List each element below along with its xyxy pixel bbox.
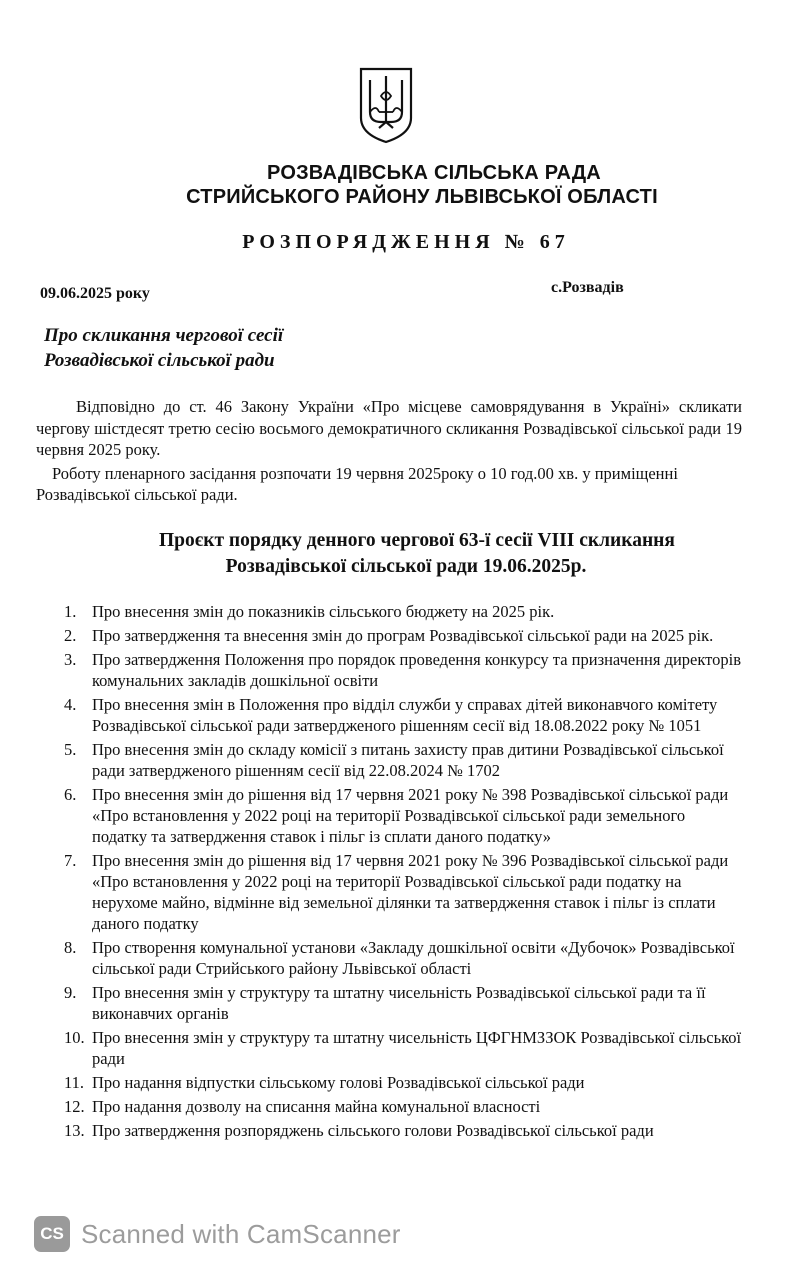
agenda-item-number: 11.: [64, 1073, 85, 1092]
agenda-item-number: 12.: [64, 1097, 85, 1116]
organization-name: РОЗВАДІВСЬКА СІЛЬСЬКА РАДА: [267, 162, 601, 184]
agenda-item-number: 7.: [64, 851, 77, 870]
agenda-item: [64, 694, 744, 736]
agenda-item: [64, 982, 744, 1024]
agenda-item-number: 5.: [64, 740, 77, 759]
document-title: РОЗПОРЯДЖЕННЯ № 67: [242, 231, 570, 253]
agenda-item-text: Про затвердження Положення про порядок проведення конкурсу та призначення директорів комунальних закладів дошкільної освіти: [92, 650, 742, 690]
agenda-item-number: 4.: [64, 695, 77, 714]
agenda-item-number: 6.: [64, 785, 77, 804]
body-paragraph-2: Роботу пленарного засідання розпочати 19 червня 2025року о 10 год.00 хв. у приміщенні Розвадівської сільської ради.: [36, 463, 678, 504]
agenda-item: [64, 649, 744, 691]
agenda-list: [64, 601, 744, 1144]
document-date: 09.06.2025 року: [40, 285, 150, 302]
agenda-item-text: Про внесення змін в Положення про відділ служби у справах дітей виконавчого комітету Розвадівської сільської ради затвердженого рішенням сесії від 18.08.2022 року № 1051: [92, 695, 718, 735]
agenda-item: [64, 1096, 744, 1117]
agenda-item: [64, 625, 744, 646]
agenda-item-number: 1.: [64, 602, 77, 621]
agenda-item: [64, 1120, 744, 1141]
agenda-item: [64, 739, 744, 781]
agenda-item: [64, 601, 744, 622]
subject-line-2: Розвадівської сільської ради: [44, 350, 275, 371]
agenda-title: [0, 528, 812, 580]
body-paragraph-1: Відповідно до ст. 46 Закону України «Про місцеве самоврядування в Україні» скликати чергову шістдесят третю сесію восьмого демократичного скликання Розвадівської сільської ради 19 червня 2025 року.: [36, 397, 742, 459]
document-place: с.Розвадів: [551, 279, 624, 296]
agenda-item: [64, 784, 744, 847]
agenda-item-text: Про внесення змін до рішення від 17 червня 2021 року № 398 Розвадівської сільської ради «Про встановлення у 2022 році на території Розвадівської сільської ради земельного податку та затвердження ставок і пільг із сплати даного податку»: [92, 785, 729, 846]
document-subject: [44, 323, 283, 373]
agenda-item-number: 2.: [64, 626, 77, 645]
trident-coat-of-arms-icon: [357, 66, 415, 144]
camscanner-logo-icon: CS: [34, 1216, 70, 1252]
document-body: [36, 396, 742, 506]
subject-line-1: Про скликання чергової сесії: [44, 325, 284, 346]
organization-district: СТРИЙСЬКОГО РАЙОНУ ЛЬВІВСЬКОЇ ОБЛАСТІ: [186, 186, 658, 208]
agenda-item-text: Про надання дозволу на списання майна комунальної власності: [92, 1097, 541, 1116]
agenda-item-number: 9.: [64, 983, 77, 1002]
agenda-item: [64, 937, 744, 979]
watermark-text: Scanned with CamScanner: [81, 1218, 401, 1249]
agenda-item-text: Про затвердження розпоряджень сільського голови Розвадівської сільської ради: [92, 1121, 654, 1140]
agenda-title-line-2: Розвадівської сільської ради 19.06.2025р.: [225, 556, 587, 577]
agenda-item-text: Про внесення змін у структуру та штатну чисельність Розвадівської сільської ради та її виконавчих органів: [92, 983, 706, 1023]
agenda-item-text: Про внесення змін до складу комісії з питань захисту прав дитини Розвадівської сільської ради затвердженого рішенням сесії від 22.08.2024 № 1702: [92, 740, 724, 780]
agenda-item-text: Про надання відпустки сільському голові Розвадівської сільської ради: [92, 1073, 585, 1092]
agenda-item-text: Про внесення змін до показників сільського бюджету на 2025 рік.: [92, 602, 555, 621]
camscanner-watermark: [34, 1214, 401, 1254]
agenda-item-number: 10.: [64, 1028, 85, 1047]
agenda-item-number: 3.: [64, 650, 77, 669]
agenda-item-number: 13.: [64, 1121, 85, 1140]
agenda-item: [64, 1027, 744, 1069]
agenda-item-text: Про внесення змін у структуру та штатну чисельність ЦФГНМЗЗОК Розвадівської сільської ради: [92, 1028, 742, 1068]
agenda-item-text: Про затвердження та внесення змін до програм Розвадівської сільської ради на 2025 рік.: [92, 626, 714, 645]
agenda-item: [64, 1072, 744, 1093]
agenda-item-number: 8.: [64, 938, 77, 957]
agenda-title-line-1: Проєкт порядку денного чергової 63-ї сесії VIII скликання: [159, 530, 675, 551]
agenda-item-text: Про внесення змін до рішення від 17 червня 2021 року № 396 Розвадівської сільської ради «Про встановлення у 2022 році на території Розвадівської сільської ради податку на нерухоме майно, відмінне від земельної ділянки та затвердження ставок і пільг із сплати даного податку: [92, 851, 729, 933]
agenda-item: [64, 850, 744, 934]
agenda-item-text: Про створення комунальної установи «Закладу дошкільної освіти «Дубочок» Розвадівської сільської ради Стрийського району Львівської області: [92, 938, 735, 978]
